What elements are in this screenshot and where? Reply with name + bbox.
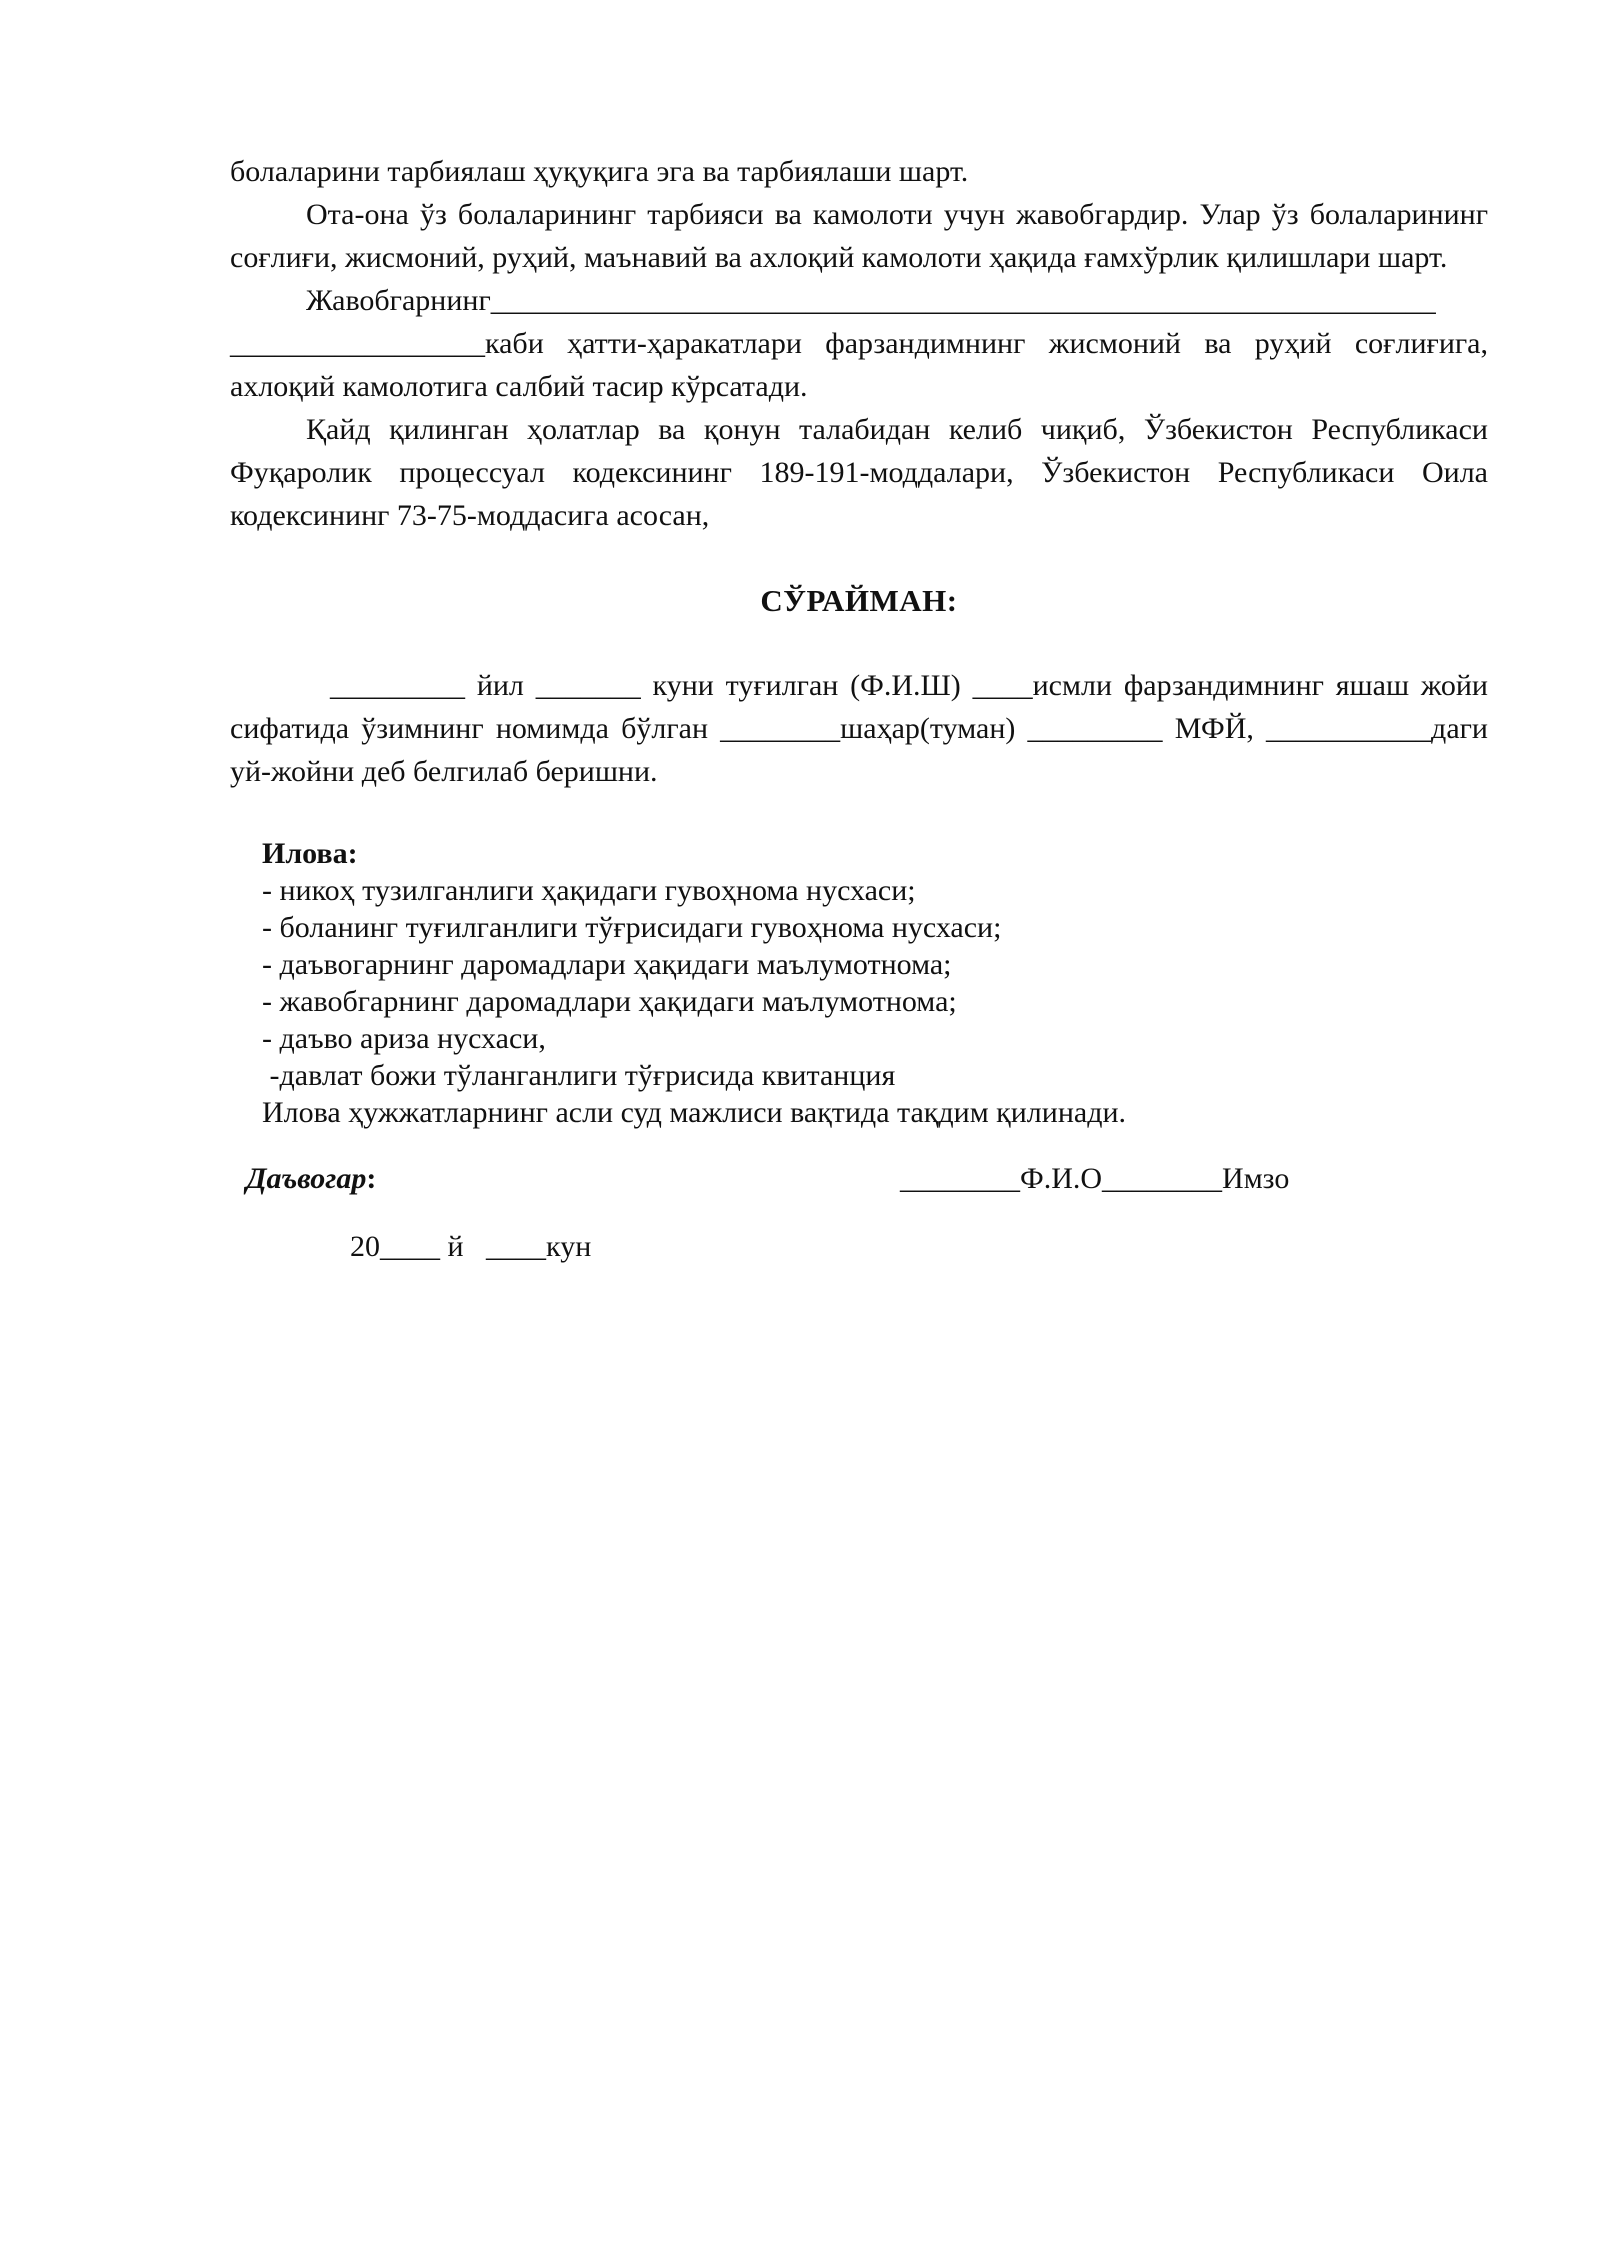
attachment-item: - даъво ариза нусхаси,: [262, 1022, 546, 1055]
paragraph-legal-basis: Қайд қилинган ҳолатлар ва қонун талабидан келиб чиқиб, Ўзбекистон Республикаси Фуқаролик процессуал кодексининг 189-191-моддалари, Ўзбекистон Республикаси Оила кодексининг 73-75-моддасига асосан,: [230, 413, 1488, 532]
attachments-list: [262, 835, 1488, 1131]
document-body: [230, 150, 1488, 1268]
paragraph-defendant-line: Жавобгарнинг_______________________________________________________________: [306, 284, 1436, 317]
signature-fields: ________Ф.И.О________Имзо: [900, 1162, 1290, 1195]
plaintiff-label: [246, 1157, 376, 1200]
attachment-item: - даъвогарнинг даромадлари ҳақидаги маълумотнома;: [262, 948, 952, 981]
attachment-item: - никоҳ тузилганлиги ҳақидаги гувоҳнома нусхаси;: [262, 874, 916, 907]
attachments-title: Илова:: [262, 837, 358, 870]
attachment-item: - жавобгарнинг даромадлари ҳақидаги маълумотнома;: [262, 985, 957, 1018]
paragraph-parents-duty: Ота-она ўз болаларининг тарбияси ва камолоти учун жавобгардир. Улар ўз болаларининг соғлиғи, жисмоний, руҳий, маънавий ва ахлоқий камолоти ҳақида ғамхўрлик қилишлари шарт.: [230, 198, 1488, 274]
paragraph-defendant-actions: _________________каби ҳатти-ҳаракатлари фарзандимнинг жисмоний ва руҳий соғлиғига, ахлоқий камолотига салбий тасир кўрсатади.: [230, 327, 1488, 403]
attachment-item: -давлат божи тўланганлиги тўғрисида квитанция: [262, 1059, 896, 1092]
plaintiff-label-text: Даъвогар: [246, 1162, 367, 1195]
paragraph-continuation: болаларини тарбиялаш ҳуқуқига эга ва тарбиялаши шарт.: [230, 155, 969, 188]
date-line: 20____ й ____кун: [350, 1230, 592, 1263]
attachments-note: Илова ҳужжатларнинг асли суд мажлиси вақтида тақдим қилинади.: [262, 1096, 1127, 1129]
request-paragraph: _________ йил _______ куни туғилган (Ф.И.Ш) ____исмли фарзандимнинг яшаш жойи сифатида ўзимнинг номимда бўлган ________шаҳар(туман) _________ МФЙ, ___________даги уй-жойни деб белгилаб беришни.: [230, 669, 1488, 788]
plaintiff-colon: :: [366, 1162, 377, 1195]
attachment-item: - боланинг туғилганлиги тўғрисидаги гувоҳнома нусхаси;: [262, 911, 1002, 944]
signature-row: [230, 1157, 1488, 1201]
request-heading: СЎРАЙМАН:: [760, 583, 958, 618]
